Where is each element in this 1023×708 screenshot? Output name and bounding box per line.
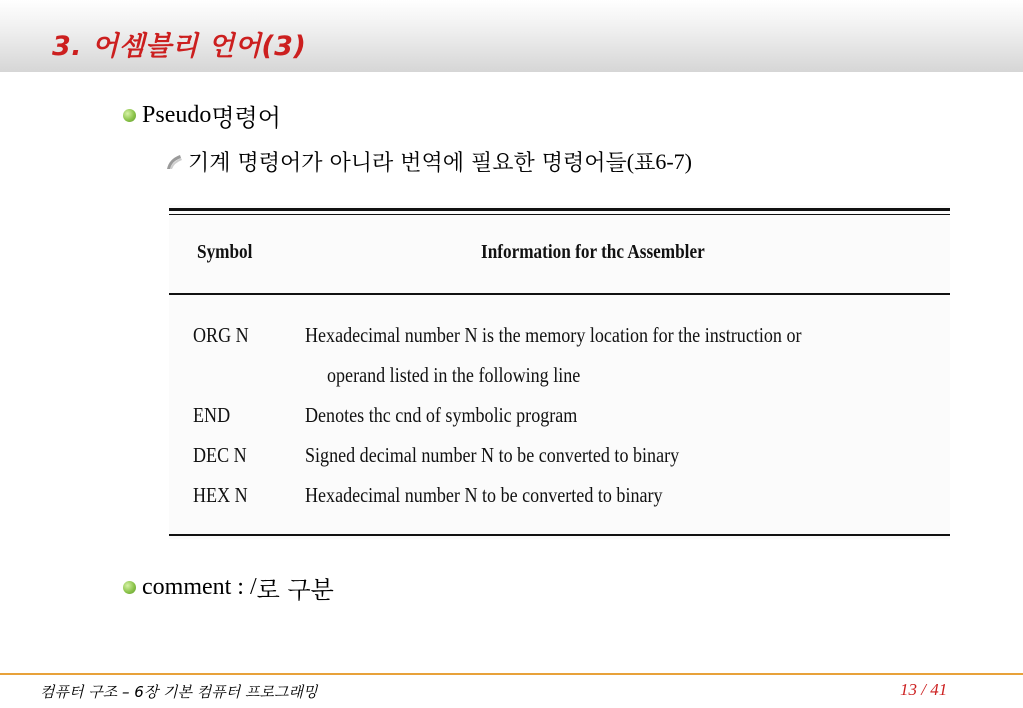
footer-divider	[0, 673, 1023, 675]
table-row-info: Signed decimal number N to be converted to binary	[305, 443, 680, 467]
table-header-rule	[169, 293, 950, 295]
bullet-comment-en: comment : /	[142, 574, 257, 600]
table-row-symbol: HEX N	[193, 483, 248, 507]
pseudo-instruction-table	[169, 205, 950, 539]
table-row-info: Hexadecimal number N is the memory location for the instruction or	[305, 323, 802, 347]
table-row-info-continued: operand listed in the following line	[327, 363, 581, 387]
table-header-info: Information for thc Assembler	[481, 241, 705, 263]
table-header-symbol: Symbol	[197, 241, 253, 263]
table-bottom-rule	[169, 534, 950, 536]
bullet-pseudo-ko: 명령어	[211, 104, 281, 132]
footer-course-title: 컴퓨터 구조 – 6장 기본 컴퓨터 프로그래밍	[40, 683, 318, 701]
table-row-info: Denotes thc cnd of symbolic program	[305, 403, 578, 427]
bullet-dot-icon	[123, 109, 136, 122]
bullet-comment-ko: 로 구분	[256, 576, 334, 604]
sub-bullet-icon	[164, 152, 184, 172]
table-row-symbol: END	[193, 403, 231, 427]
bullet-pseudo-en: Pseudo	[142, 102, 212, 128]
sub-bullet-text: 기계 명령어가 아니라 번역에 필요한 명령어들	[188, 151, 627, 176]
page-number: 13 / 41	[900, 680, 948, 699]
table-row-symbol: DEC N	[193, 443, 247, 467]
sub-bullet	[164, 146, 692, 177]
table-row-info: Hexadecimal number N to be converted to binary	[305, 483, 663, 507]
slide-title: 3. 어셈블리 언어(3)	[52, 31, 307, 62]
table-top-rule	[169, 208, 950, 211]
table-row-symbol: ORG N	[193, 323, 249, 347]
bullet-comment	[123, 570, 334, 605]
bullet-dot-icon	[123, 581, 136, 594]
sub-bullet-paren-rest: 6-7)	[655, 148, 693, 174]
sub-bullet-paren-open: (	[626, 148, 635, 174]
bullet-pseudo	[123, 98, 281, 133]
table-top-rule-thin	[169, 214, 950, 215]
sub-bullet-paren-ko: 표	[634, 151, 656, 176]
